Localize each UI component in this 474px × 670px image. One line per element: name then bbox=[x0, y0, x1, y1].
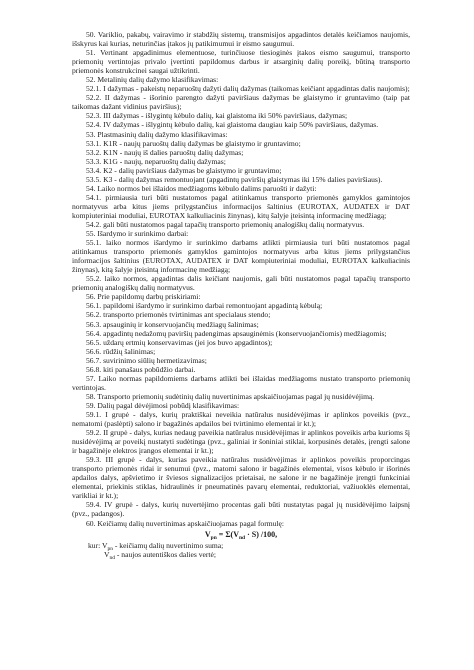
paragraph: 51. Vertinant apgadinimus elementuose, turinčiuose tiesioginės įtakos eismo saugumui, transporto priemonių vertintojas privalo įvertinti papildomus darbus ir atsarginių dalių poreikį, būtiną transporto priemonės konstrukcinei saugai užtikrinti. bbox=[72, 48, 410, 76]
paragraph: 55. Išardymo ir surinkimo darbai: bbox=[86, 229, 189, 239]
paragraph: 56.2. transporto priemonės tvirtinimas ant specialaus stendo; bbox=[86, 310, 271, 320]
body-text bbox=[72, 30, 410, 528]
paragraph: 59.4. IV grupė - dalys, kurių nuvertėjimo procentas gali būti nustatytas pagal jų nusidėvėjimo laipsnį (pvz., padangos). bbox=[72, 500, 410, 519]
paragraph: 56.1. papildomi išardymo ir surinkimo darbai remontuojant apgadintą kėbulą; bbox=[86, 301, 323, 311]
formula-lhs: V bbox=[204, 529, 211, 539]
paragraph: 56. Prie papildomų darbų priskiriami: bbox=[86, 292, 201, 302]
paragraph: 53.5. K3 - dalių dažymas remontuojant (apgadintų paviršių glaistymas iki 15% dalies paviršiaus). bbox=[86, 174, 383, 184]
definition-vpn: kur: $V_{pn}$ - keičiamų dalių nuvertinimo suma; bbox=[88, 540, 224, 552]
paragraph: 53. Plastmasinių dalių dažymo klasifikavimas: bbox=[86, 129, 228, 139]
paragraph: 60. Keičiamų dalių nuvertinimas apskaičiuojamas pagal formulę: bbox=[86, 518, 285, 528]
depreciation-formula bbox=[72, 530, 410, 539]
paragraph: 59.3. III grupė - dalys, kurias paveikia natūralus nusidėvėjimas ir aplinkos poveikis proporcingas transporto priemonės ridai ir senumui (pvz., matomi salono ir bagažinės elementai, visos kėbulo ir išorinės apdailos dalys, apšvietimo ir šviesos signalizacijos prietaisai, ne salone ir ne bagažinėje įrengti funkciniai elementai, priekinis stiklas, hidraulinės ir pneumatinės pavarų elementai, reduktoriai, važiuoklės elementai, varikliai ir kt.); bbox=[72, 455, 410, 501]
formula-lhs-subscript: pn bbox=[210, 534, 217, 541]
paragraph: 54.2. gali būti nustatomos pagal tapačių transporto priemonių analogiškų dalių normatyvus. bbox=[86, 219, 365, 229]
paragraph: 54. Laiko normos bei išlaidos medžiagoms kėbulo dalims paruošti ir dažyti: bbox=[86, 183, 317, 193]
paragraph: 59.2. II grupė - dalys, kurias nedaug paveikia natūralus nusidėvėjimas ir aplinkos poveikis arba kurioms šį nusidėvėjimą ar poveikį nustatyti sudėtinga (pvz., galiniai ir šoniniai stiklai, korpusinės detalės, įrengti salone ir bagažinėje elektros įrangos elementai ir kt.); bbox=[72, 428, 410, 456]
paragraph: 52. Metalinių dalių dažymo klasifikavimas: bbox=[86, 75, 219, 85]
definition-vnd: $V_{nd}$ - naujos autentiškos dalies vertė; bbox=[104, 549, 216, 561]
paragraph: 52.4. IV dažymas - išlygintų kėbulo dalių, kai glaistoma daugiau kaip 50% paviršiaus, dažymas. bbox=[86, 120, 379, 130]
paragraph: 53.4. K2 - dalių paviršiaus dažymas be glaistymo ir gruntavimo; bbox=[86, 165, 282, 175]
paragraph: 52.2. II dažymas - išorinio parengto dažyti paviršiaus dažymas be glaistymo ir gruntavimo (taip pat taikomas dažant vidinius paviršius); bbox=[72, 93, 410, 112]
paragraph: 58. Transporto priemonių sudėtinių dalių nuvertinimas apskaičiuojamas pagal jų nusidėvėjimą. bbox=[86, 391, 375, 401]
paragraph: 54.1. pirmiausia turi būti nustatomos pagal atitinkamus transporto priemonės gamyklos gamintojos normatyvus arba kitus jiems prilygstančius informacijos šaltinius (EUROTAX, AUDATEX ir DAT kompiuteriniai moduliai, EUROTAX kalkuliacinis žinynas), kitų šalyje įteisintą informacinę medžiagą; bbox=[72, 192, 410, 220]
formula-mid-subscript: nd bbox=[239, 534, 246, 541]
paragraph: 59. Dalių pagal dėvėjimosi pobūdį klasifikavimas: bbox=[86, 400, 240, 410]
paragraph: 53.3. K1G - naujų, neparuoštų dalių dažymas; bbox=[86, 156, 226, 166]
paragraph: 53.1. K1R - naujų paruoštų dalių dažymas be glaistymo ir gruntavimo; bbox=[86, 138, 301, 148]
paragraph: 57. Laiko normas papildomiems darbams atlikti bei išlaidas medžiagoms nustato transporto priemonių vertintojas. bbox=[72, 373, 410, 392]
paragraph: 55.1. laiko normos išardymo ir surinkimo darbams atlikti pirmiausia turi būti nustatomos pagal atitinkamus transporto priemonės gamyklos gamintojos normatyvus arba kitus jiems prilygstančius informacijos šaltinius (EUROTAX, AUDATEX ir DAT kompiuteriniai moduliai, EUROTAX kalkuliacinis žinynas), kitą šalyje įteisintą informacinę medžiagą; bbox=[72, 238, 410, 275]
paragraph: 50. Variklio, pakabų, vairavimo ir stabdžių sistemų, transmisijos apgadintos detalės keičiamos naujomis, išskyrus kai kurias, neturinčias įtakos jų patikimumui ir eismo saugumui. bbox=[72, 30, 410, 49]
paragraph: 55.2. laiko normos, apgadintas dalis keičiant naujomis, gali būti nustatomos pagal tapačių transporto priemonių analogiškų dalių normatyvus. bbox=[72, 274, 410, 293]
formula-rhs: · S) /100, bbox=[245, 529, 278, 539]
paragraph: 52.3. III dažymas - išlygintų kėbulo dalių, kai glaistoma iki 50% paviršiaus, dažymas; bbox=[86, 111, 348, 121]
paragraph: 56.8. kiti panašaus pobūdžio darbai. bbox=[86, 364, 196, 374]
formula-sum: = Σ(V bbox=[216, 529, 239, 539]
paragraph: 52.1. I dažymas - pakeistų neparuoštų dažyti dalių dažymas (taikomas keičiant apgadintas dalis naujomis); bbox=[86, 84, 410, 94]
paragraph: 56.4. apgadintų nedažomų paviršių padengimas apsauginėmis (konservuojančiomis) medžiagomis; bbox=[86, 328, 387, 338]
paragraph: 56.5. uždarų ertmių konservavimas (jei jos buvo apgadintos); bbox=[86, 337, 273, 347]
paragraph: 56.3. apsauginių ir konservuojančių medžiagų šalinimas; bbox=[86, 319, 259, 329]
paragraph: 56.7. suvirinimo siūlių hermetizavimas; bbox=[86, 355, 207, 365]
paragraph: 53.2. K1N - naujų iš dalies paruoštų dalių dažymas; bbox=[86, 147, 244, 157]
paragraph: 56.6. rūdžių šalinimas; bbox=[86, 346, 156, 356]
paragraph: 59.1. I grupė - dalys, kurių praktiškai neveikia natūralus nusidėvėjimas ir aplinkos poveikis (pvz., nematomi (paslėpti) salono ir bagažinės apdailos bei tvirtinimo elementai ir kt.); bbox=[72, 409, 410, 429]
